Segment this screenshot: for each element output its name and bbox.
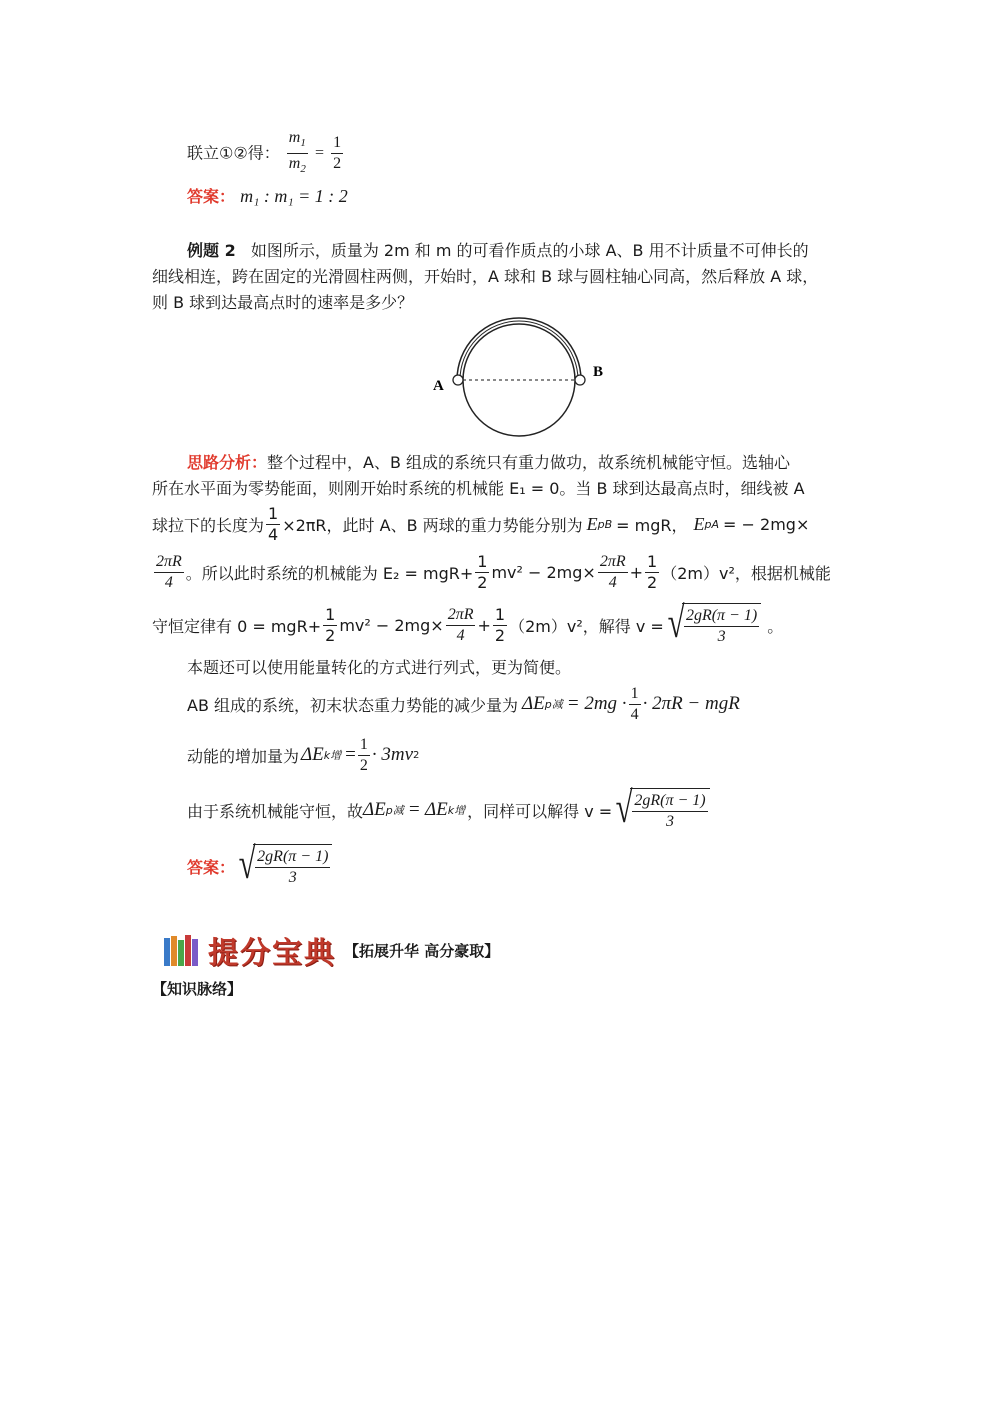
analysis-l3-a: 球拉下的长度为 [152, 515, 265, 535]
half-fraction-4 [323, 605, 337, 646]
analysis-l5-c: + [477, 615, 491, 635]
p3-delta-e: ΔE [522, 693, 545, 714]
analysis-l4-a: 。所以此时系统的机械能为 E₂ = mgR+ [185, 563, 474, 583]
half-num-4: 1 [325, 604, 336, 624]
sqrt-den-3: 3 [288, 869, 297, 886]
half-num-2: 1 [477, 551, 488, 571]
label-b: B [593, 364, 604, 380]
example2-text-3: 则 B 球到达最高点时的速率是多少？ [152, 293, 414, 312]
sqrt-num-3: 2gR(π − 1) [255, 847, 330, 868]
half-fraction-5 [493, 605, 507, 646]
p3-sub: p减 [544, 698, 563, 711]
p3-text: AB 组成的系统，初末状态重力势能的减少量为 [187, 695, 519, 715]
example2-text-2: 细线相连，跨在固定的光滑圆柱两侧，开始时，A 球和 B 球与圆柱轴心同高，然后释放 A 球， [152, 267, 819, 286]
analysis-text-1: 整个过程中，A、B 组成的系统只有重力做功，故系统机械能守恒。选轴心 [267, 453, 791, 472]
half-den-3: 2 [647, 572, 658, 592]
two-pi-r-num-1: 2πR [154, 552, 184, 573]
analysis-l3-c: = mgR， [616, 515, 688, 535]
quarter-fraction [266, 504, 280, 545]
half-den: 2 [333, 155, 342, 172]
half-den-4: 2 [325, 625, 336, 645]
two-pi-r-den-3: 4 [456, 626, 465, 644]
frac-den: m [288, 155, 301, 172]
p4-delta-e: ΔE [301, 744, 324, 765]
p5-delta-e-1: ΔE [363, 799, 386, 820]
analysis-l3-b: ×2πR，此时 A、B 两球的重力势能分别为 [282, 515, 583, 535]
p4-expr: · 3mv [371, 744, 414, 765]
p5-text: 由于系统机械能守恒，故 [187, 801, 364, 821]
p5-sub-1: p减 [385, 804, 404, 817]
quarter-fraction-2 [629, 684, 641, 725]
two-pi-r-fraction-3 [446, 605, 476, 646]
p4-text: 动能的增加量为 [187, 746, 300, 766]
epa-symbol: E [693, 513, 705, 534]
analysis-l4-d: （2m）v²，根据机械能 [661, 563, 831, 583]
p5-sub-2: k增 [447, 804, 466, 817]
analysis-p4 [187, 733, 419, 777]
analysis-l4-b: mv² − 2mg× [491, 562, 596, 582]
half-num-3: 1 [647, 551, 658, 571]
analysis-p5 [187, 785, 710, 835]
p3-expr-c: · 2πR − mgR [642, 693, 740, 714]
p4-sub: k增 [323, 749, 342, 762]
quarter-num: 1 [268, 503, 279, 523]
half-fraction-6 [358, 735, 370, 776]
two-pi-r-den-1: 4 [164, 573, 173, 591]
radical-sign-3: √ [238, 839, 256, 888]
ball-a [453, 375, 463, 385]
p4-sup: 2 [413, 749, 420, 761]
analysis-text-2: 所在水平面为零势能面，则刚开始时系统的机械能 E₁ = 0。当 B 球到达最高点时，细线被 A [152, 479, 805, 498]
banner-title: 提分宝典 [208, 936, 336, 971]
sqrt-expression-1 [664, 598, 761, 647]
analysis-p3 [187, 682, 740, 726]
ball-b [575, 375, 585, 385]
radical-sign-1: √ [667, 598, 685, 647]
lianli-line [187, 128, 345, 179]
analysis-line1 [187, 450, 790, 476]
sqrt-expression-2 [612, 783, 709, 832]
answer2-line [187, 840, 332, 892]
half-num-6: 1 [358, 735, 370, 756]
frac-num-sub: 1 [300, 137, 306, 149]
label-a: A [433, 378, 444, 394]
answer1-line [187, 184, 348, 207]
analysis-l5-end: 。 [767, 616, 784, 636]
banner-subtitle: 【拓展升华 高分豪取】 [344, 941, 500, 960]
mass-ratio-fraction [287, 128, 308, 179]
cylinder-figure [425, 310, 615, 440]
analysis-label: 思路分析： [187, 453, 268, 472]
books-icon [162, 932, 202, 968]
answer1-label: 答案： [187, 187, 236, 206]
epa-sub: pA [704, 517, 720, 531]
quarter-den: 4 [268, 524, 279, 544]
analysis-line4 [152, 550, 831, 594]
knowledge-section-heading: 【知识脉络】 [152, 980, 243, 998]
p3-expr-b: = 2mg · [566, 693, 627, 714]
two-pi-r-den-2: 4 [608, 573, 617, 591]
answer1-expr: m₁ : m₁ = 1 : 2 [240, 186, 348, 206]
half-fraction [331, 133, 343, 174]
half-den-6: 2 [359, 756, 368, 774]
quarter-den-2: 4 [630, 705, 639, 723]
tifen-banner [162, 930, 499, 970]
radical-sign-2: √ [615, 783, 633, 832]
analysis-line5 [152, 600, 783, 650]
sqrt-num-2: 2gR(π − 1) [632, 791, 707, 812]
analysis-l5-a: 守恒定律有 0 = mgR+ [152, 616, 322, 636]
rope-arc-outer [457, 318, 581, 380]
half-fraction-2 [475, 552, 489, 593]
two-pi-r-fraction-1 [154, 552, 184, 593]
frac-num: m [288, 129, 301, 146]
equals-sign: = [314, 144, 324, 162]
sqrt-den-1: 3 [717, 628, 726, 645]
half-fraction-3 [645, 552, 659, 593]
analysis-l3-d: = − 2mg× [723, 514, 810, 534]
two-pi-r-num-2: 2πR [598, 552, 628, 573]
epb-sub: pB [597, 517, 613, 531]
example2-text-1: 如图所示，质量为 2m 和 m 的可看作质点的小球 A、B 用不计质量不可伸长的 [250, 241, 809, 260]
frac-den-sub: 2 [300, 163, 306, 175]
answer2-label: 答案： [187, 857, 236, 877]
half-num: 1 [331, 133, 343, 154]
p5-text-2: ，同样可以解得 v = [467, 801, 613, 821]
lianli-label: 联立①②得： [187, 143, 280, 163]
half-den-5: 2 [494, 625, 506, 645]
example2-line1 [187, 238, 809, 264]
analysis-l4-c: + [629, 562, 644, 582]
two-pi-r-num-3: 2πR [446, 605, 476, 626]
analysis-l5-d: （2m）v²，解得 v = [509, 616, 664, 636]
p4-equals: = [345, 744, 356, 765]
sqrt-num-1: 2gR(π − 1) [684, 606, 759, 627]
sqrt-expression-3 [235, 839, 332, 888]
epb-symbol: E [586, 513, 598, 534]
two-pi-r-fraction-2 [598, 552, 628, 593]
sqrt-den-2: 3 [665, 813, 674, 830]
rope-arc-inner [460, 321, 578, 380]
quarter-num-2: 1 [629, 684, 641, 705]
half-num-5: 1 [494, 604, 506, 624]
half-den-2: 2 [477, 572, 488, 592]
analysis-p2: 本题还可以使用能量转化的方式进行列式，更为简便。 [187, 658, 572, 677]
p5-delta-e-2: = ΔE [407, 799, 448, 820]
analysis-line3 [152, 502, 809, 546]
example2-label: 例题 2 [187, 241, 236, 260]
analysis-l5-b: mv² − 2mg× [339, 615, 444, 635]
